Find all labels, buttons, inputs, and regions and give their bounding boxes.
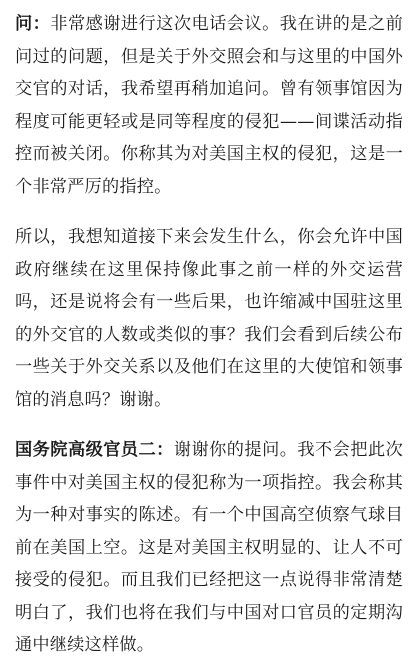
question-paragraph: [15, 8, 403, 203]
speaker-label-official: 国务院高级官员二：: [15, 440, 174, 460]
question-followup-text: 所以，我想知道接下来会发生什么，你会允许中国政府继续在这里保持像此事之前一样的外交运营吗，还是说将会有一些后果，也许缩减中国驻这里的外交官的人数或类似的事？我们会看到后续公布一些关于外交关系以及他们在这里的大使馆和领事馆的消息吗？谢谢。: [15, 227, 403, 410]
answer-paragraph: [15, 434, 403, 662]
speaker-label-question: 问：: [15, 14, 51, 34]
question-text: 非常感谢进行这次电话会议。我在讲的是之前问过的问题，但是关于外交照会和与这里的中国外交官的对话，我希望再稍加追问。曾有领事馆因为程度可能更轻或是同等程度的侵犯——间谍活动指控而被关闭。你称其为对美国主权的侵犯，这是一个非常严厉的指控。: [15, 14, 403, 197]
question-followup-paragraph: [15, 221, 403, 416]
answer-text: 谢谢你的提问。我不会把此次事件中对美国主权的侵犯称为一项指控。我会称其为一种对事实的陈述。有一个中国高空侦察气球目前在美国上空。这是对美国主权明显的、让人不可接受的侵犯。而且我们已经把这一点说得非常清楚明白了，我们也将在我们与中国对口官员的定期沟通中继续这样做。: [15, 440, 403, 655]
